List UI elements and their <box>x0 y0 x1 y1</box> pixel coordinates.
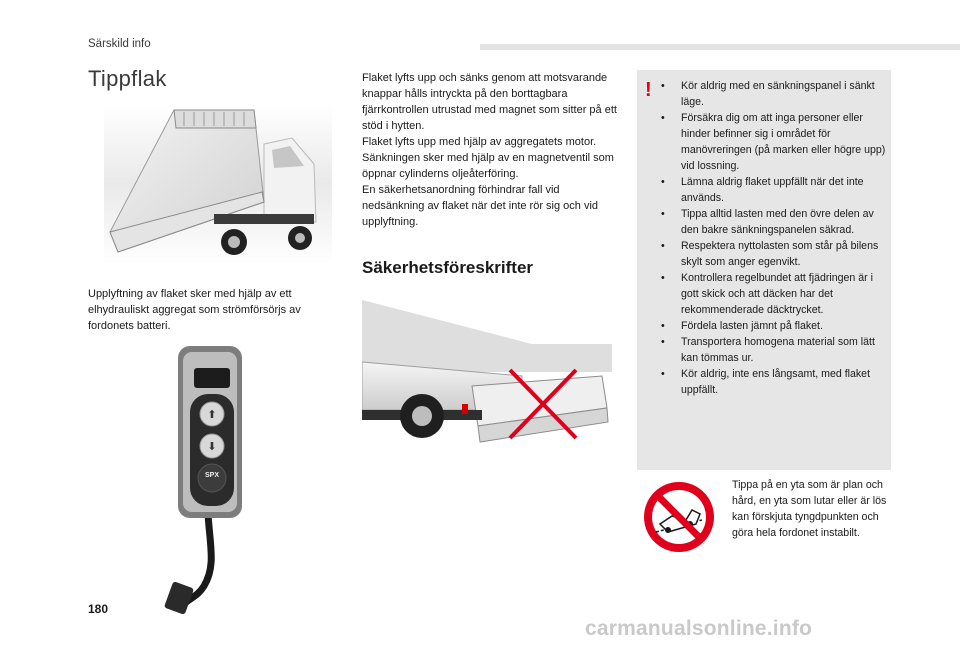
header-bar <box>480 44 960 50</box>
description-paragraph-3: Sänkningen sker med hjälp av en magnetventil som öppnar cylinderns oljeåterföring. <box>362 152 614 180</box>
warning-item: • Transportera homogena material som lätt kan tömmas ur. <box>655 334 889 366</box>
warning-item: • Tippa alltid lasten med den övre delen av den bakre sänkningspanelen säkrad. <box>655 206 889 238</box>
page-title: Tippflak <box>88 66 167 91</box>
note-text: Tippa på en yta som är plan och hård, en yta som lutar eller är lös kan förskjuta tyngdpunkten och göra hela fordonet instabilt. <box>732 479 887 539</box>
dropped-tailgate-illustration <box>362 292 620 468</box>
warning-item: • Kontrollera regelbundet att fjädringen är i gott skick och att däcken har det rekommenderade däcktrycket. <box>655 270 889 318</box>
warning-item: • Försäkra dig om att inga personer eller hinder befinner sig i området för manövreringen (på marken eller högre upp) vid lossning. <box>655 110 889 174</box>
safety-title: Säkerhetsföreskrifter <box>362 258 534 277</box>
description-paragraph-1: Flaket lyfts upp och sänks genom att motsvarande knappar hålls intryckta på den borttagbara fjärrkontrollen utrustad med magnet som sitter på ett stöd i hytten. <box>362 72 617 132</box>
warning-item: • Respektera nyttolasten som står på bilens skylt som anger egenvikt. <box>655 238 889 270</box>
arrow-down-icon: ⬇ <box>207 441 217 453</box>
warning-item: • Lämna aldrig flaket uppfällt när det inte används. <box>655 174 889 206</box>
warning-list <box>655 78 889 398</box>
warning-item: • Kör aldrig, inte ens långsamt, med flaket uppfällt. <box>655 366 889 398</box>
watermark: carmanualsonline.info <box>585 617 813 640</box>
warning-item: • Kör aldrig med en sänkningspanel i sänkt läge. <box>655 78 889 110</box>
description-paragraph-4: En säkerhetsanordning förhindrar fall vid nedsänkning av flaket när det inte rör sig och vid upplyftning. <box>362 184 599 228</box>
arrow-up-icon: ⬆ <box>207 409 217 421</box>
description-paragraph-2: Flaket lyfts upp med hjälp av aggregatets motor. <box>362 136 597 148</box>
intro-text: Upplyftning av flaket sker med hjälp av ett elhydrauliskt aggregat som strömförsörjs av fordonets batteri. <box>88 288 301 332</box>
remote-control-illustration <box>164 346 248 614</box>
tipper-truck-illustration <box>104 104 332 264</box>
warning-item: • Fördela lasten jämnt på flaket. <box>655 318 889 334</box>
section-label: Särskild info <box>88 38 151 50</box>
no-tipping-on-slope-icon <box>642 480 716 554</box>
description-text <box>362 70 618 230</box>
remote-brand-label: SPX <box>204 472 219 479</box>
warning-exclamation-icon: ! <box>645 79 652 101</box>
page-number: 180 <box>88 602 109 616</box>
